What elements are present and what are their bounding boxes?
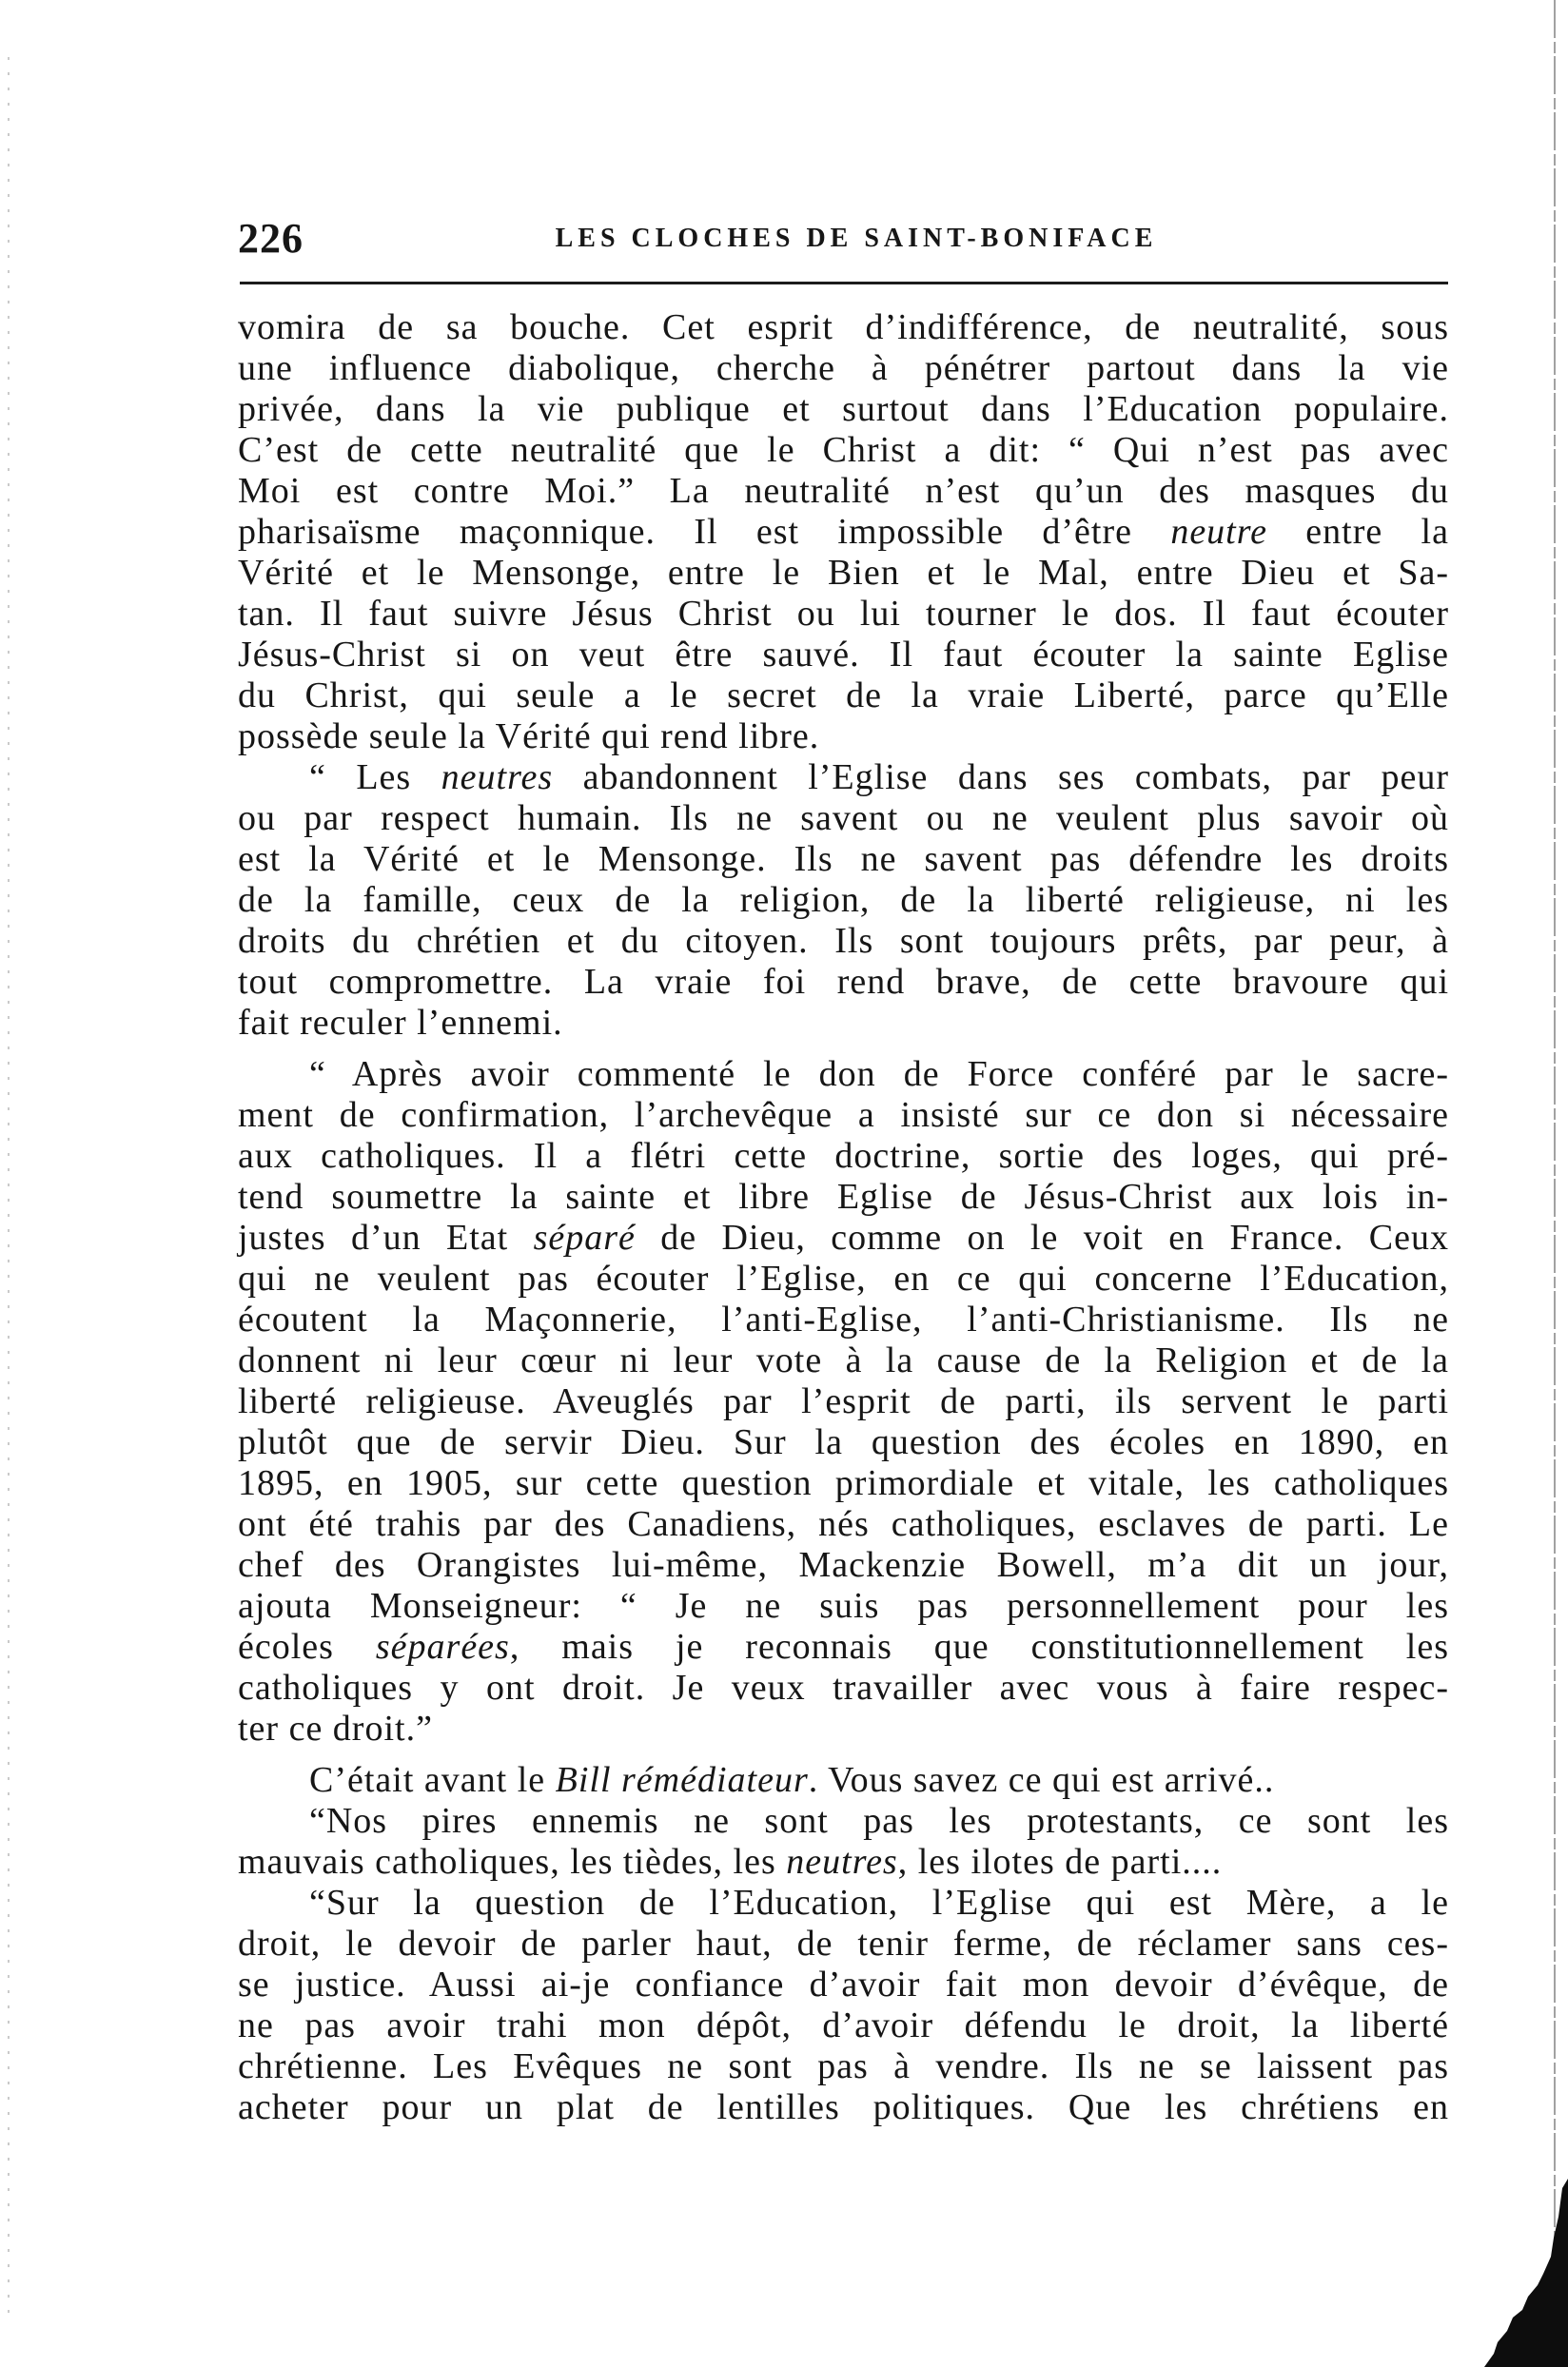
text-line: 1895, en 1905, sur cette question primordiale et vitale, les catholiques xyxy=(238,1463,1449,1503)
italic-text-run: séparées xyxy=(375,1627,510,1667)
text-line xyxy=(238,757,1449,798)
text-line: tout compromettre. La vraie foi rend brave, de cette bravoure qui xyxy=(238,962,1449,1002)
text-line xyxy=(238,1760,1449,1801)
text-line: ont été trahis par des Canadiens, nés catholiques, esclaves de parti. Le xyxy=(238,1504,1449,1544)
text-line: chrétienne. Les Evêques ne sont pas à vendre. Ils ne se laissent pas xyxy=(238,2046,1449,2086)
paragraph xyxy=(238,307,1449,757)
text-line: droit, le devoir de parler haut, de tenir ferme, de réclamer sans ces- xyxy=(238,1924,1449,1964)
text-run: “ Les xyxy=(309,757,441,797)
text-line: plutôt que de servir Dieu. Sur la question des écoles en 1890, en xyxy=(238,1422,1449,1462)
text-line: une influence diabolique, cherche à pénétrer partout dans la vie xyxy=(238,348,1449,388)
text-run: , les ilotes de parti.... xyxy=(897,1842,1223,1882)
text-line xyxy=(238,512,1449,553)
text-run: mauvais catholiques, les tièdes, les xyxy=(238,1842,787,1882)
italic-text-run: Bill rémédiateur xyxy=(555,1760,809,1800)
text-line: “Nos pires ennemis ne sont pas les protestants, ce sont les xyxy=(309,1801,1449,1841)
body-text xyxy=(238,307,1449,2128)
text-line: aux catholiques. Il a flétri cette doctrine, sortie des loges, qui pré- xyxy=(238,1136,1449,1176)
header-rule xyxy=(240,282,1448,284)
text-line: ment de confirmation, l’archevêque a insisté sur ce don si nécessaire xyxy=(238,1095,1449,1135)
running-title: LES CLOCHES DE SAINT-BONIFACE xyxy=(555,224,1158,253)
text-run: justes d’un Etat xyxy=(238,1218,534,1258)
text-line: Jésus-Christ si on veut être sauvé. Il faut écouter la sainte Eglise xyxy=(238,635,1449,675)
text-line: ou par respect humain. Ils ne savent ou ne veulent plus savoir où xyxy=(238,798,1449,838)
text-line: du Christ, qui seule a le secret de la vraie Liberté, parce qu’Elle xyxy=(238,675,1449,715)
text-line: catholiques y ont droit. Je veux travailler avec vous à faire respec- xyxy=(238,1668,1449,1708)
text-run: écoles xyxy=(238,1627,376,1667)
italic-text-run: neutres xyxy=(786,1842,898,1882)
text-line: Moi est contre Moi.” La neutralité n’est qu’un des masques du xyxy=(238,471,1449,511)
text-line: écoutent la Maçonnerie, l’anti-Eglise, l’anti-Christianisme. Ils ne xyxy=(238,1300,1449,1340)
text-line: chef des Orangistes lui-même, Mackenzie Bowell, m’a dit un jour, xyxy=(238,1545,1449,1585)
text-line: possède seule la Vérité qui rend libre. xyxy=(238,716,820,756)
text-line: droits du chrétien et du citoyen. Ils sont toujours prêts, par peur, à xyxy=(238,921,1449,961)
text-line xyxy=(238,1842,1449,1883)
text-line: de la famille, ceux de la religion, de la liberté religieuse, ni les xyxy=(238,880,1449,920)
text-line: ajouta Monseigneur: “ Je ne suis pas personnellement pour les xyxy=(238,1586,1449,1626)
paragraph xyxy=(238,1801,1449,1883)
italic-text-run: séparé xyxy=(533,1218,636,1258)
paragraph xyxy=(238,1760,1449,1801)
text-line: est la Vérité et le Mensonge. Ils ne savent pas défendre les droits xyxy=(238,839,1449,879)
text-run: C’était avant le xyxy=(309,1760,556,1800)
text-line: fait reculer l’ennemi. xyxy=(238,1003,563,1043)
text-line: donnent ni leur cœur ni leur vote à la cause de la Religion et de la xyxy=(238,1340,1449,1380)
page-number: 226 xyxy=(238,215,304,262)
text-run: de Dieu, comme on le voit en France. Ceux xyxy=(635,1218,1449,1258)
text-run: pharisaïsme maçonnique. Il est impossible d’être xyxy=(238,512,1171,552)
text-line: vomira de sa bouche. Cet esprit d’indifférence, de neutralité, sous xyxy=(238,307,1449,347)
text-run: entre la xyxy=(1266,512,1449,552)
text-line: ne pas avoir trahi mon dépôt, d’avoir défendu le droit, la liberté xyxy=(238,2005,1449,2045)
text-run: , mais je reconnais que constitutionnellement les xyxy=(509,1627,1449,1667)
text-line: qui ne veulent pas écouter l’Eglise, en ce qui concerne l’Education, xyxy=(238,1259,1449,1299)
paragraph xyxy=(238,757,1449,1044)
text-line: privée, dans la vie publique et surtout dans l’Education populaire. xyxy=(238,389,1449,429)
text-line xyxy=(238,1218,1449,1259)
text-run: abandonnent l’Eglise dans ses combats, par peur xyxy=(553,757,1450,797)
text-line xyxy=(238,1627,1449,1668)
text-line: se justice. Aussi ai-je confiance d’avoir fait mon devoir d’évêque, de xyxy=(238,1965,1449,2005)
paragraph xyxy=(238,1054,1449,1750)
binding-shadow xyxy=(1484,2179,1568,2367)
text-line: Vérité et le Mensonge, entre le Bien et le Mal, entre Dieu et Sa- xyxy=(238,553,1449,593)
text-line: “ Après avoir commenté le don de Force conféré par le sacre- xyxy=(309,1054,1449,1094)
text-line: acheter pour un plat de lentilles politiques. Que les chrétiens en xyxy=(238,2087,1449,2127)
text-line: tan. Il faut suivre Jésus Christ ou lui tourner le dos. Il faut écouter xyxy=(238,594,1449,634)
italic-text-run: neutre xyxy=(1170,512,1267,552)
text-line: liberté religieuse. Aveuglés par l’esprit de parti, ils servent le parti xyxy=(238,1381,1449,1421)
italic-text-run: neutres xyxy=(441,757,554,797)
text-line: “Sur la question de l’Education, l’Eglise qui est Mère, a le xyxy=(309,1883,1449,1923)
text-line: ter ce droit.” xyxy=(238,1709,433,1749)
text-line: C’est de cette neutralité que le Christ a dit: “ Qui n’est pas avec xyxy=(238,430,1449,470)
paragraph xyxy=(238,1883,1449,2128)
text-line: tend soumettre la sainte et libre Eglise de Jésus-Christ aux lois in- xyxy=(238,1177,1449,1217)
text-run: . Vous savez ce qui est arrivé.. xyxy=(808,1760,1275,1800)
